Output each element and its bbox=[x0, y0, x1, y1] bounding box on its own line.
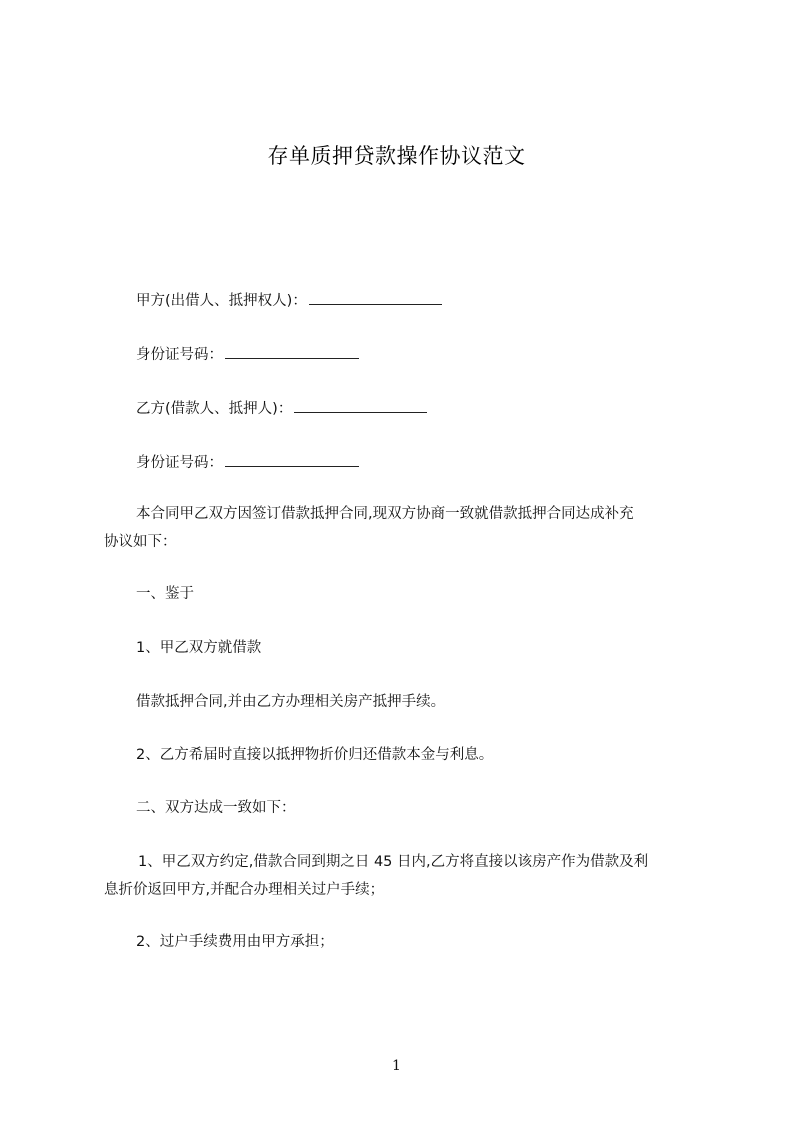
party-a-line bbox=[136, 290, 442, 311]
party-b-id-label: 身份证号码： bbox=[136, 455, 223, 471]
party-a-id-blank bbox=[225, 344, 359, 359]
section-2-item-2: 2、过户手续费用由甲方承担； bbox=[136, 934, 334, 950]
section-1-item-2: 2、乙方希届时直接以抵押物折价归还借款本金与利息。 bbox=[136, 747, 494, 763]
party-a-id-label: 身份证号码： bbox=[136, 347, 223, 363]
party-a-blank bbox=[309, 290, 442, 305]
document-title: 存单质押贷款操作协议范文 bbox=[267, 144, 526, 168]
intro-paragraph bbox=[104, 504, 704, 552]
section-1-item-1: 1、甲乙双方就借款 bbox=[136, 640, 262, 656]
section-2-heading: 二、双方达成一致如下： bbox=[136, 800, 296, 816]
intro-line-2: 协议如下： bbox=[104, 534, 177, 550]
section-2-item-1 bbox=[104, 852, 704, 900]
section-1-heading: 一、鉴于 bbox=[136, 586, 194, 602]
intro-line-1: 本合同甲乙双方因签订借款抵押合同,现双方协商一致就借款抵押合同达成补充 bbox=[136, 506, 634, 522]
section-1-item-1-continued: 借款抵押合同,并由乙方办理相关房产抵押手续。 bbox=[136, 694, 446, 710]
party-a-label: 甲方(出借人、抵押权人)： bbox=[136, 293, 307, 309]
party-b-id-blank bbox=[225, 452, 359, 467]
party-b-label: 乙方(借款人、抵押人)： bbox=[136, 401, 293, 417]
party-b-id-line bbox=[136, 452, 359, 473]
section-2-item-1-line-1: 1、甲乙双方约定,借款合同到期之日 45 日内,乙方将直接以该房产作为借款及利 bbox=[138, 854, 649, 870]
party-b-blank bbox=[294, 398, 427, 413]
page-number: 1 bbox=[392, 1058, 401, 1074]
party-a-id-line bbox=[136, 344, 359, 365]
section-2-item-1-line-2: 息折价返回甲方,并配合办理相关过户手续； bbox=[104, 882, 385, 898]
party-b-line bbox=[136, 398, 427, 419]
